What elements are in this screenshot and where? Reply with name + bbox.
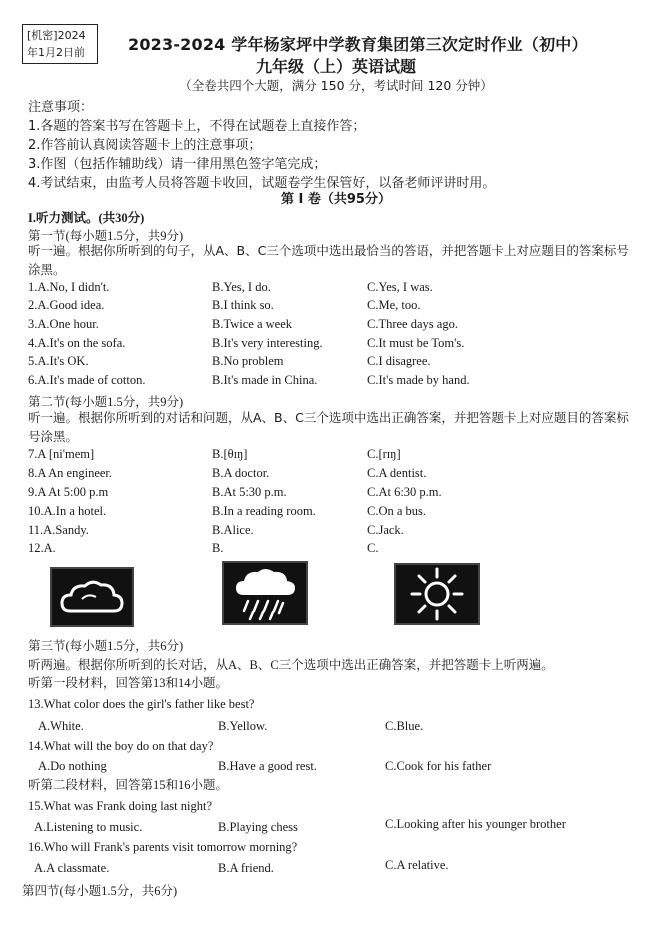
exam-subtitle: 九年级（上）英语试题 bbox=[255, 57, 416, 76]
option-c: C.At 6:30 p.m. bbox=[367, 485, 442, 499]
rain-icon bbox=[224, 563, 306, 623]
cloudy-picture bbox=[50, 567, 134, 627]
option-a: 8.A An engineer. bbox=[28, 466, 113, 480]
option-b: B.A friend. bbox=[218, 861, 274, 875]
question-14: 14.What will the boy do on that day? bbox=[28, 739, 214, 753]
question-16: 16.Who will Frank's parents visit tomorrow morning? bbox=[28, 840, 298, 854]
option-c: C.A relative. bbox=[385, 858, 449, 872]
option-b: B.At 5:30 p.m. bbox=[212, 485, 287, 499]
option-b: B.It's made in China. bbox=[212, 373, 318, 387]
option-c: C.Blue. bbox=[385, 719, 424, 733]
option-b: B.I think so. bbox=[212, 298, 274, 312]
option-b: B.Twice a week bbox=[212, 317, 292, 331]
notice-item: 4.考试结束，由监考人员将答题卡收回，试题卷学生保管好，以备老师评讲时用。 bbox=[28, 176, 496, 191]
option-b: B.Alice. bbox=[212, 523, 254, 537]
option-c: C.[rɪŋ] bbox=[367, 447, 401, 461]
stamp-line-1: [机密]2024 bbox=[27, 29, 86, 42]
option-b: B.Have a good rest. bbox=[218, 759, 317, 773]
exam-info: （全卷共四个大题，满分 150 分，考试时间 120 分钟） bbox=[179, 78, 493, 93]
option-a: 10.A.In a hotel. bbox=[28, 504, 107, 518]
option-b: B.It's very interesting. bbox=[212, 336, 323, 350]
notice-heading: 注意事项： bbox=[28, 100, 94, 115]
option-b: B.Yes, I do. bbox=[212, 280, 271, 294]
section3-material-2: 听第二段材料，回答第15和16小题。 bbox=[28, 778, 229, 792]
option-a: A.White. bbox=[38, 719, 84, 733]
option-a: 5.A.It's OK. bbox=[28, 354, 89, 368]
option-c: C.It's made by hand. bbox=[367, 373, 470, 387]
option-c: C.Three days ago. bbox=[367, 317, 458, 331]
option-c: C.Jack. bbox=[367, 523, 404, 537]
option-c: C.Looking after his younger brother bbox=[385, 817, 566, 831]
option-b: B.In a reading room. bbox=[212, 504, 316, 518]
option-a: 6.A.It's made of cotton. bbox=[28, 373, 146, 387]
option-b: B.[θɪŋ] bbox=[212, 447, 248, 461]
option-a: A.Do nothing bbox=[38, 759, 107, 773]
option-b: B.Playing chess bbox=[218, 820, 298, 834]
option-c: C.Yes, I was. bbox=[367, 280, 433, 294]
notice-item: 1.各题的答案书写在答题卡上，不得在试题卷上直接作答； bbox=[28, 119, 366, 134]
section4-heading: 第四节(每小题1.5分，共6分) bbox=[22, 884, 178, 898]
option-c: C.A dentist. bbox=[367, 466, 427, 480]
option-b: B. bbox=[212, 541, 224, 555]
option-c: C.Me, too. bbox=[367, 298, 421, 312]
option-a: 11.A.Sandy. bbox=[28, 523, 89, 537]
option-a: 12.A. bbox=[28, 541, 56, 555]
option-b: B.A doctor. bbox=[212, 466, 270, 480]
section2-instruction: 听一遍。根据你所听到的对话和问题，从A、B、C三个选项中选出正确答案，并把答题卡上对应题目的答案标号涂黑。 bbox=[28, 410, 629, 444]
sunny-icon bbox=[396, 565, 478, 623]
option-c: C.I disagree. bbox=[367, 354, 431, 368]
cloudy-icon bbox=[52, 569, 132, 625]
section3-material-1: 听第一段材料，回答第13和14小题。 bbox=[28, 676, 229, 690]
section3-instruction: 听两遍。根据你所听到的长对话，从A、B、C三个选项中选出正确答案，并把答题卡上听两遍。 bbox=[28, 658, 554, 672]
stamp-line-2: 年1月2日前 bbox=[27, 46, 85, 59]
option-b: B.No problem bbox=[212, 354, 284, 368]
option-a: 4.A.It's on the sofa. bbox=[28, 336, 126, 350]
option-c: C.It must be Tom's. bbox=[367, 336, 465, 350]
part1-heading: I.听力测试。(共30分) bbox=[28, 211, 145, 225]
option-a: 3.A.One hour. bbox=[28, 317, 99, 331]
question-15: 15.What was Frank doing last night? bbox=[28, 799, 212, 813]
option-a: A.A classmate. bbox=[34, 861, 110, 875]
volume-title: 第 I 卷（共95分） bbox=[281, 192, 391, 207]
option-c: C. bbox=[367, 541, 379, 555]
option-c: C.On a bus. bbox=[367, 504, 427, 518]
question-13: 13.What color does the girl's father like best? bbox=[28, 697, 255, 711]
section1-heading: 第一节(每小题1.5分，共9分) bbox=[28, 229, 184, 243]
notice-item: 2.作答前认真阅读答题卡上的注意事项； bbox=[28, 138, 262, 153]
option-a: 2.A.Good idea. bbox=[28, 298, 105, 312]
option-a: 9.A At 5:00 p.m bbox=[28, 485, 109, 499]
section3-heading: 第三节(每小题1.5分，共6分) bbox=[28, 639, 184, 653]
sunny-picture bbox=[394, 563, 480, 625]
section1-instruction: 听一遍。根据你所听到的句子，从A、B、C三个选项中选出最恰当的答语，并把答题卡上对应题目的答案标号涂黑。 bbox=[28, 243, 629, 277]
option-b: B.Yellow. bbox=[218, 719, 268, 733]
rain-picture bbox=[222, 561, 308, 625]
option-a: A.Listening to music. bbox=[34, 820, 143, 834]
exam-title: 2023-2024 学年杨家坪中学教育集团第三次定时作业（初中） bbox=[128, 35, 588, 54]
option-c: C.Cook for his father bbox=[385, 759, 492, 773]
section2-heading: 第二节(每小题1.5分，共9分) bbox=[28, 395, 184, 409]
option-a: 1.A.No, I didn't. bbox=[28, 280, 110, 294]
notice-item: 3.作图（包括作辅助线）请一律用黑色签字笔完成； bbox=[28, 157, 327, 172]
option-a: 7.A [ni'mem] bbox=[28, 447, 95, 461]
